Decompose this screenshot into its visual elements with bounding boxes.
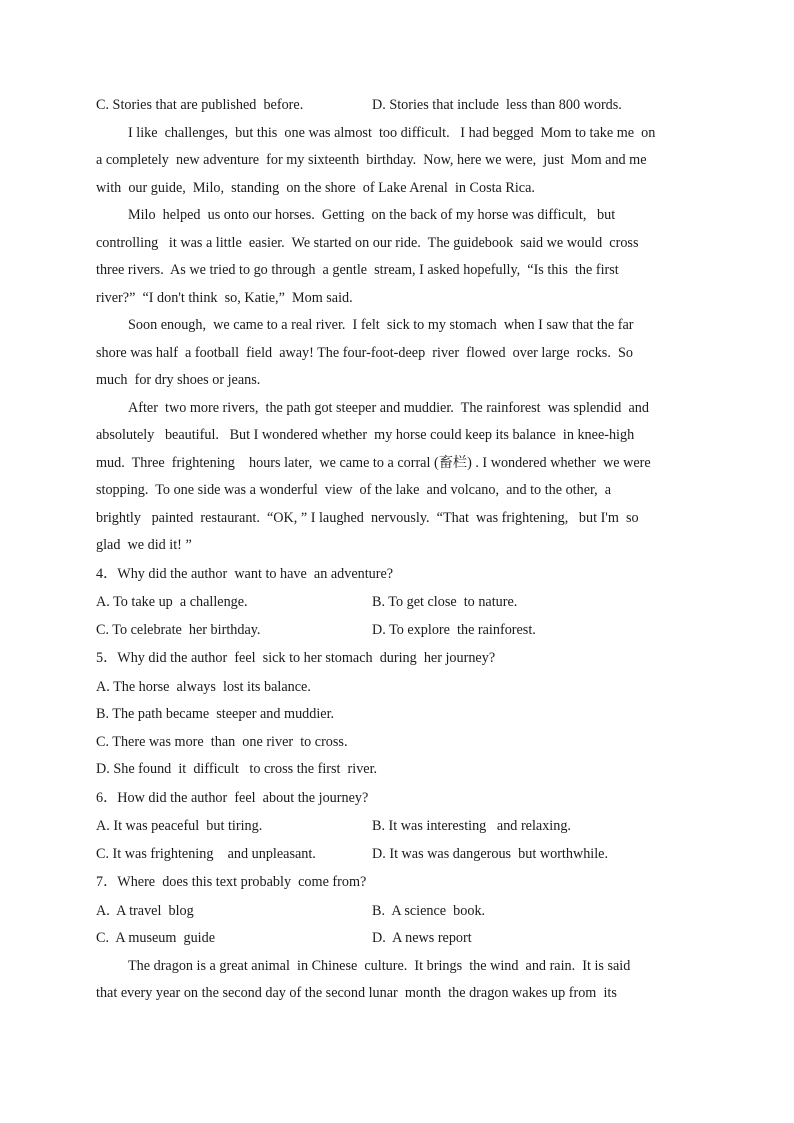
question-7 (96, 868, 696, 953)
option-b: B. It was interesting and relaxing. (372, 818, 571, 834)
question-number: 5． (96, 650, 118, 666)
option-d: D. A news report (372, 930, 472, 946)
option-c: C. It was frightening and unpleasant. (96, 845, 316, 862)
options-row (96, 813, 696, 841)
passage-line: controlling it was a little easier. We started on our ride. The guidebook said we would cross (96, 234, 639, 251)
option-d: D. It was was dangerous but worthwhile. (372, 845, 609, 862)
passage-paragraph (96, 312, 696, 395)
option-b: B. The path became steeper and muddier. (96, 706, 335, 722)
passage-line: river?” “I don't think so, Katie,” Mom said. (96, 289, 353, 306)
passage-line: glad we did it! ” (96, 537, 192, 553)
passage-line: shore was half a football field away! The four-foot-deep river flowed over large rocks. So (96, 344, 633, 361)
passage-line: with our guide, Milo, standing on the shore of Lake Arenal in Costa Rica. (96, 179, 535, 196)
passage-line: mud. Three frightening hours later, we came to a corral (畜栏) . I wondered whether we were (96, 454, 651, 471)
question-text: Why did the author feel sick to her stomach during her journey? (117, 650, 496, 666)
passage-line: stopping. To one side was a wonderful view of the lake and volcano, and to the other, a (96, 482, 612, 498)
option-a: A. To take up a challenge. (96, 594, 248, 610)
question-stem (96, 868, 696, 898)
question-number: 4． (96, 565, 118, 582)
passage-paragraph (96, 395, 696, 560)
question-4 (96, 560, 696, 645)
option-a: A. The horse always lost its balance. (96, 678, 311, 695)
passage-line: that every year on the second day of the second lunar month the dragon wakes up from its (96, 985, 617, 1001)
question-stem (96, 784, 696, 814)
top-options-row (96, 92, 696, 120)
option-c: C. There was more than one river to cross. (96, 733, 348, 750)
option-b: B. A science book. (372, 902, 486, 919)
passage-line: I like challenges, but this one was almost too difficult. I had begged Mom to take me on (128, 124, 656, 141)
option-a: A. It was peaceful but tiring. (96, 818, 263, 834)
passage-line: absolutely beautiful. But I wondered whether my horse could keep its balance in knee-high (96, 427, 635, 443)
options-row (96, 589, 696, 617)
passage-line: After two more rivers, the path got steeper and muddier. The rainforest was splendid and (128, 399, 649, 416)
question-number: 6． (96, 789, 118, 806)
passage-paragraph (96, 202, 696, 312)
passage-line: a completely new adventure for my sixteenth birthday. Now, here we were, just Mom and me (96, 152, 647, 168)
option-d: D. Stories that include less than 800 words. (372, 97, 622, 113)
question-stem (96, 560, 696, 590)
question-text: Why did the author want to have an adventure? (117, 565, 394, 582)
option-c: C. Stories that are published before. (96, 97, 304, 113)
option-c: C. A museum guide (96, 930, 216, 946)
question-number: 7． (96, 874, 118, 890)
passage-paragraph (96, 120, 696, 203)
options-row (96, 925, 696, 953)
next-passage-paragraph (96, 953, 696, 1008)
question-text: Where does this text probably come from? (117, 874, 367, 890)
question-text: How did the author feel about the journey? (117, 789, 369, 806)
passage-line: Soon enough, we came to a real river. I felt sick to my stomach when I saw that the far (128, 317, 634, 333)
page-content (96, 92, 696, 1008)
options-row (96, 841, 696, 869)
passage-line: Milo helped us onto our horses. Getting on the back of my horse was difficult, but (128, 207, 616, 223)
question-6 (96, 784, 696, 869)
option-c: C. To celebrate her birthday. (96, 621, 261, 638)
question-stem (96, 644, 696, 674)
option-a: A. A travel blog (96, 902, 194, 919)
option-b: B. To get close to nature. (372, 594, 518, 610)
question-5 (96, 644, 696, 784)
option-d: D. To explore the rainforest. (372, 621, 536, 638)
passage-line: three rivers. As we tried to go through a gentle stream, I asked hopefully, “Is this the first (96, 262, 619, 278)
options-row (96, 617, 696, 645)
passage-line: brightly painted restaurant. “OK, ” I laughed nervously. “That was frightening, but I'm so (96, 509, 639, 526)
passage-line: much for dry shoes or jeans. (96, 372, 261, 388)
passage-line: The dragon is a great animal in Chinese culture. It brings the wind and rain. It is said (128, 957, 631, 974)
options-row (96, 898, 696, 926)
option-d: D. She found it difficult to cross the first river. (96, 761, 378, 777)
